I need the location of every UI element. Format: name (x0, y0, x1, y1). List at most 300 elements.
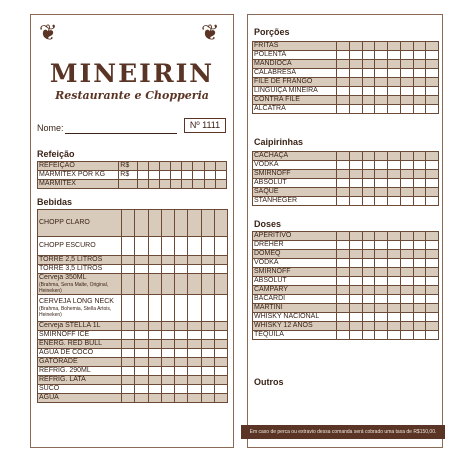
tally-box[interactable] (400, 60, 413, 69)
tally-box[interactable] (337, 96, 350, 105)
tally-box[interactable] (175, 295, 188, 322)
tally-box[interactable] (388, 105, 401, 114)
tally-box[interactable] (188, 295, 201, 322)
tally-box[interactable] (188, 331, 201, 340)
tally-box[interactable] (188, 256, 201, 265)
tally-box[interactable] (349, 313, 362, 322)
tally-box[interactable] (337, 322, 350, 331)
tally-box[interactable] (337, 331, 350, 340)
tally-box[interactable] (337, 60, 350, 69)
tally-box[interactable] (413, 259, 426, 268)
tally-box[interactable] (337, 51, 350, 60)
tally-box[interactable] (201, 340, 214, 349)
tally-box[interactable] (122, 322, 135, 331)
tally-box[interactable] (135, 394, 148, 403)
tally-box[interactable] (375, 259, 388, 268)
tally-box[interactable] (188, 265, 201, 274)
tally-box[interactable] (337, 241, 350, 250)
tally-box[interactable] (161, 265, 174, 274)
tally-box[interactable] (388, 313, 401, 322)
tally-box[interactable] (137, 180, 148, 189)
tally-box[interactable] (413, 197, 426, 206)
tally-box[interactable] (388, 197, 401, 206)
tally-box[interactable] (362, 232, 375, 241)
tally-box[interactable] (413, 304, 426, 313)
tally-box[interactable] (413, 277, 426, 286)
tally-box[interactable] (400, 78, 413, 87)
tally-box[interactable] (161, 274, 174, 295)
tally-box[interactable] (413, 313, 426, 322)
tally-box[interactable] (375, 179, 388, 188)
tally-box[interactable] (375, 250, 388, 259)
tally-box[interactable] (122, 237, 135, 256)
tally-box[interactable] (388, 241, 401, 250)
tally-box[interactable] (349, 277, 362, 286)
tally-box[interactable] (175, 331, 188, 340)
tally-box[interactable] (349, 268, 362, 277)
tally-box[interactable] (400, 51, 413, 60)
tally-box[interactable] (161, 256, 174, 265)
tally-box[interactable] (148, 237, 161, 256)
tally-box[interactable] (175, 265, 188, 274)
tally-box[interactable] (148, 376, 161, 385)
tally-box[interactable] (400, 87, 413, 96)
tally-box[interactable] (135, 331, 148, 340)
tally-box[interactable] (349, 170, 362, 179)
tally-box[interactable] (161, 394, 174, 403)
tally-box[interactable] (362, 78, 375, 87)
tally-box[interactable] (159, 162, 170, 171)
tally-box[interactable] (188, 237, 201, 256)
tally-box[interactable] (375, 277, 388, 286)
tally-box[interactable] (214, 349, 227, 358)
tally-box[interactable] (175, 376, 188, 385)
tally-box[interactable] (148, 162, 159, 171)
tally-box[interactable] (148, 340, 161, 349)
tally-box[interactable] (171, 162, 182, 171)
tally-box[interactable] (337, 259, 350, 268)
tally-box[interactable] (375, 295, 388, 304)
tally-box[interactable] (349, 322, 362, 331)
tally-box[interactable] (375, 241, 388, 250)
tally-box[interactable] (349, 60, 362, 69)
tally-box[interactable] (362, 277, 375, 286)
tally-box[interactable] (148, 180, 159, 189)
tally-box[interactable] (413, 268, 426, 277)
tally-box[interactable] (349, 241, 362, 250)
tally-box[interactable] (426, 268, 439, 277)
tally-box[interactable] (201, 210, 214, 237)
tally-box[interactable] (349, 259, 362, 268)
tally-box[interactable] (148, 274, 161, 295)
tally-box[interactable] (215, 180, 226, 189)
tally-box[interactable] (362, 241, 375, 250)
tally-box[interactable] (135, 322, 148, 331)
tally-box[interactable] (161, 340, 174, 349)
tally-box[interactable] (201, 367, 214, 376)
tally-box[interactable] (122, 394, 135, 403)
tally-box[interactable] (201, 376, 214, 385)
tally-box[interactable] (426, 331, 439, 340)
tally-box[interactable] (413, 188, 426, 197)
tally-box[interactable] (413, 42, 426, 51)
tally-box[interactable] (426, 152, 439, 161)
tally-box[interactable] (400, 69, 413, 78)
tally-box[interactable] (148, 367, 161, 376)
tally-box[interactable] (135, 358, 148, 367)
tally-box[interactable] (122, 265, 135, 274)
tally-box[interactable] (426, 161, 439, 170)
tally-box[interactable] (375, 322, 388, 331)
tally-box[interactable] (426, 259, 439, 268)
tally-box[interactable] (337, 277, 350, 286)
tally-box[interactable] (135, 340, 148, 349)
tally-box[interactable] (135, 237, 148, 256)
tally-box[interactable] (171, 171, 182, 180)
tally-box[interactable] (400, 188, 413, 197)
tally-box[interactable] (375, 331, 388, 340)
tally-box[interactable] (135, 256, 148, 265)
tally-box[interactable] (349, 286, 362, 295)
tally-box[interactable] (362, 96, 375, 105)
tally-box[interactable] (188, 274, 201, 295)
tally-box[interactable] (148, 385, 161, 394)
tally-box[interactable] (400, 105, 413, 114)
tally-box[interactable] (400, 295, 413, 304)
tally-box[interactable] (388, 179, 401, 188)
tally-box[interactable] (388, 250, 401, 259)
tally-box[interactable] (182, 162, 193, 171)
tally-box[interactable] (349, 295, 362, 304)
tally-box[interactable] (413, 250, 426, 259)
tally-box[interactable] (413, 78, 426, 87)
tally-box[interactable] (349, 69, 362, 78)
tally-box[interactable] (388, 69, 401, 78)
tally-box[interactable] (362, 51, 375, 60)
tally-box[interactable] (375, 78, 388, 87)
tally-box[interactable] (122, 367, 135, 376)
tally-box[interactable] (349, 96, 362, 105)
tally-box[interactable] (161, 385, 174, 394)
tally-box[interactable] (375, 286, 388, 295)
tally-box[interactable] (400, 232, 413, 241)
tally-box[interactable] (362, 87, 375, 96)
tally-box[interactable] (375, 313, 388, 322)
tally-box[interactable] (375, 96, 388, 105)
tally-box[interactable] (201, 237, 214, 256)
tally-box[interactable] (182, 171, 193, 180)
tally-box[interactable] (122, 256, 135, 265)
tally-box[interactable] (388, 277, 401, 286)
tally-box[interactable] (201, 358, 214, 367)
tally-box[interactable] (426, 241, 439, 250)
tally-box[interactable] (426, 304, 439, 313)
tally-box[interactable] (214, 322, 227, 331)
tally-box[interactable] (413, 286, 426, 295)
tally-box[interactable] (362, 69, 375, 78)
tally-box[interactable] (413, 295, 426, 304)
tally-box[interactable] (388, 170, 401, 179)
tally-box[interactable] (214, 265, 227, 274)
tally-box[interactable] (188, 367, 201, 376)
tally-box[interactable] (161, 367, 174, 376)
tally-box[interactable] (375, 105, 388, 114)
tally-box[interactable] (388, 268, 401, 277)
tally-box[interactable] (349, 78, 362, 87)
tally-box[interactable] (400, 179, 413, 188)
tally-box[interactable] (426, 42, 439, 51)
tally-box[interactable] (426, 60, 439, 69)
tally-box[interactable] (413, 96, 426, 105)
tally-box[interactable] (375, 304, 388, 313)
tally-box[interactable] (426, 232, 439, 241)
tally-box[interactable] (337, 161, 350, 170)
tally-box[interactable] (188, 385, 201, 394)
tally-box[interactable] (426, 277, 439, 286)
tally-box[interactable] (400, 268, 413, 277)
tally-box[interactable] (426, 197, 439, 206)
tally-box[interactable] (388, 259, 401, 268)
tally-box[interactable] (375, 42, 388, 51)
tally-box[interactable] (349, 152, 362, 161)
tally-box[interactable] (159, 180, 170, 189)
tally-box[interactable] (349, 161, 362, 170)
tally-box[interactable] (362, 259, 375, 268)
tally-box[interactable] (175, 358, 188, 367)
tally-box[interactable] (413, 241, 426, 250)
tally-box[interactable] (161, 210, 174, 237)
tally-box[interactable] (426, 179, 439, 188)
tally-box[interactable] (135, 385, 148, 394)
tally-box[interactable] (413, 51, 426, 60)
tally-box[interactable] (400, 313, 413, 322)
tally-box[interactable] (175, 256, 188, 265)
tally-box[interactable] (388, 60, 401, 69)
tally-box[interactable] (400, 322, 413, 331)
tally-box[interactable] (400, 197, 413, 206)
tally-box[interactable] (413, 60, 426, 69)
tally-box[interactable] (400, 161, 413, 170)
tally-box[interactable] (161, 376, 174, 385)
tally-box[interactable] (337, 179, 350, 188)
tally-box[interactable] (201, 295, 214, 322)
tally-box[interactable] (413, 161, 426, 170)
tally-box[interactable] (135, 367, 148, 376)
tally-box[interactable] (426, 313, 439, 322)
tally-box[interactable] (349, 331, 362, 340)
tally-box[interactable] (362, 197, 375, 206)
tally-box[interactable] (193, 180, 204, 189)
tally-box[interactable] (201, 265, 214, 274)
tally-box[interactable] (349, 232, 362, 241)
tally-box[interactable] (193, 171, 204, 180)
tally-box[interactable] (122, 349, 135, 358)
tally-box[interactable] (362, 295, 375, 304)
tally-box[interactable] (388, 188, 401, 197)
tally-box[interactable] (362, 105, 375, 114)
tally-box[interactable] (148, 331, 161, 340)
tally-box[interactable] (201, 385, 214, 394)
tally-box[interactable] (171, 180, 182, 189)
tally-box[interactable] (214, 295, 227, 322)
tally-box[interactable] (362, 250, 375, 259)
tally-box[interactable] (426, 295, 439, 304)
tally-box[interactable] (400, 304, 413, 313)
tally-box[interactable] (148, 265, 161, 274)
tally-box[interactable] (413, 152, 426, 161)
tally-box[interactable] (214, 340, 227, 349)
tally-box[interactable] (337, 42, 350, 51)
tally-box[interactable] (349, 105, 362, 114)
tally-box[interactable] (214, 394, 227, 403)
tally-box[interactable] (413, 322, 426, 331)
tally-box[interactable] (137, 171, 148, 180)
tally-box[interactable] (337, 304, 350, 313)
tally-box[interactable] (337, 313, 350, 322)
tally-box[interactable] (400, 250, 413, 259)
tally-box[interactable] (182, 180, 193, 189)
tally-box[interactable] (426, 322, 439, 331)
tally-box[interactable] (426, 250, 439, 259)
tally-box[interactable] (161, 358, 174, 367)
tally-box[interactable] (362, 322, 375, 331)
tally-box[interactable] (337, 188, 350, 197)
tally-box[interactable] (388, 152, 401, 161)
tally-box[interactable] (337, 69, 350, 78)
tally-box[interactable] (388, 96, 401, 105)
tally-box[interactable] (201, 274, 214, 295)
tally-box[interactable] (426, 96, 439, 105)
tally-box[interactable] (349, 197, 362, 206)
tally-box[interactable] (122, 331, 135, 340)
tally-box[interactable] (214, 367, 227, 376)
tally-box[interactable] (349, 179, 362, 188)
tally-box[interactable] (122, 295, 135, 322)
tally-box[interactable] (337, 250, 350, 259)
tally-box[interactable] (413, 69, 426, 78)
tally-box[interactable] (122, 358, 135, 367)
tally-box[interactable] (400, 152, 413, 161)
tally-box[interactable] (214, 385, 227, 394)
tally-box[interactable] (161, 237, 174, 256)
tally-box[interactable] (188, 349, 201, 358)
tally-box[interactable] (388, 304, 401, 313)
tally-box[interactable] (375, 232, 388, 241)
tally-box[interactable] (148, 256, 161, 265)
tally-box[interactable] (413, 232, 426, 241)
tally-box[interactable] (175, 367, 188, 376)
tally-box[interactable] (188, 358, 201, 367)
tally-box[interactable] (201, 394, 214, 403)
tally-box[interactable] (375, 69, 388, 78)
tally-box[interactable] (426, 286, 439, 295)
tally-box[interactable] (349, 188, 362, 197)
tally-box[interactable] (148, 322, 161, 331)
tally-box[interactable] (375, 161, 388, 170)
tally-box[interactable] (375, 197, 388, 206)
tally-box[interactable] (175, 394, 188, 403)
tally-box[interactable] (413, 179, 426, 188)
tally-box[interactable] (426, 87, 439, 96)
tally-box[interactable] (204, 180, 215, 189)
tally-box[interactable] (214, 237, 227, 256)
tally-box[interactable] (135, 265, 148, 274)
tally-box[interactable] (388, 331, 401, 340)
tally-box[interactable] (137, 162, 148, 171)
tally-box[interactable] (349, 304, 362, 313)
tally-box[interactable] (122, 385, 135, 394)
tally-box[interactable] (214, 358, 227, 367)
tally-box[interactable] (413, 105, 426, 114)
tally-box[interactable] (375, 188, 388, 197)
tally-box[interactable] (426, 69, 439, 78)
tally-box[interactable] (148, 295, 161, 322)
tally-box[interactable] (148, 349, 161, 358)
tally-box[interactable] (362, 188, 375, 197)
tally-box[interactable] (148, 210, 161, 237)
tally-box[interactable] (388, 161, 401, 170)
tally-box[interactable] (201, 322, 214, 331)
tally-box[interactable] (362, 42, 375, 51)
tally-box[interactable] (426, 170, 439, 179)
tally-box[interactable] (349, 42, 362, 51)
tally-box[interactable] (362, 304, 375, 313)
tally-box[interactable] (426, 188, 439, 197)
name-field[interactable] (65, 133, 177, 134)
tally-box[interactable] (214, 274, 227, 295)
tally-box[interactable] (349, 250, 362, 259)
tally-box[interactable] (388, 286, 401, 295)
tally-box[interactable] (337, 152, 350, 161)
tally-box[interactable] (135, 210, 148, 237)
tally-box[interactable] (337, 295, 350, 304)
tally-box[interactable] (337, 87, 350, 96)
tally-box[interactable] (188, 322, 201, 331)
tally-box[interactable] (122, 340, 135, 349)
tally-box[interactable] (175, 237, 188, 256)
tally-box[interactable] (388, 87, 401, 96)
tally-box[interactable] (175, 274, 188, 295)
tally-box[interactable] (188, 340, 201, 349)
tally-box[interactable] (135, 376, 148, 385)
tally-box[interactable] (388, 42, 401, 51)
tally-box[interactable] (375, 268, 388, 277)
tally-box[interactable] (337, 170, 350, 179)
tally-box[interactable] (349, 51, 362, 60)
tally-box[interactable] (337, 78, 350, 87)
tally-box[interactable] (135, 274, 148, 295)
tally-box[interactable] (337, 286, 350, 295)
tally-box[interactable] (400, 277, 413, 286)
tally-box[interactable] (375, 170, 388, 179)
tally-box[interactable] (175, 340, 188, 349)
tally-box[interactable] (201, 349, 214, 358)
tally-box[interactable] (204, 171, 215, 180)
tally-box[interactable] (400, 241, 413, 250)
tally-box[interactable] (159, 171, 170, 180)
tally-box[interactable] (175, 210, 188, 237)
tally-box[interactable] (362, 161, 375, 170)
tally-box[interactable] (201, 256, 214, 265)
tally-box[interactable] (375, 152, 388, 161)
tally-box[interactable] (362, 170, 375, 179)
tally-box[interactable] (426, 51, 439, 60)
tally-box[interactable] (122, 274, 135, 295)
tally-box[interactable] (400, 96, 413, 105)
tally-box[interactable] (193, 162, 204, 171)
tally-box[interactable] (214, 331, 227, 340)
tally-box[interactable] (337, 232, 350, 241)
